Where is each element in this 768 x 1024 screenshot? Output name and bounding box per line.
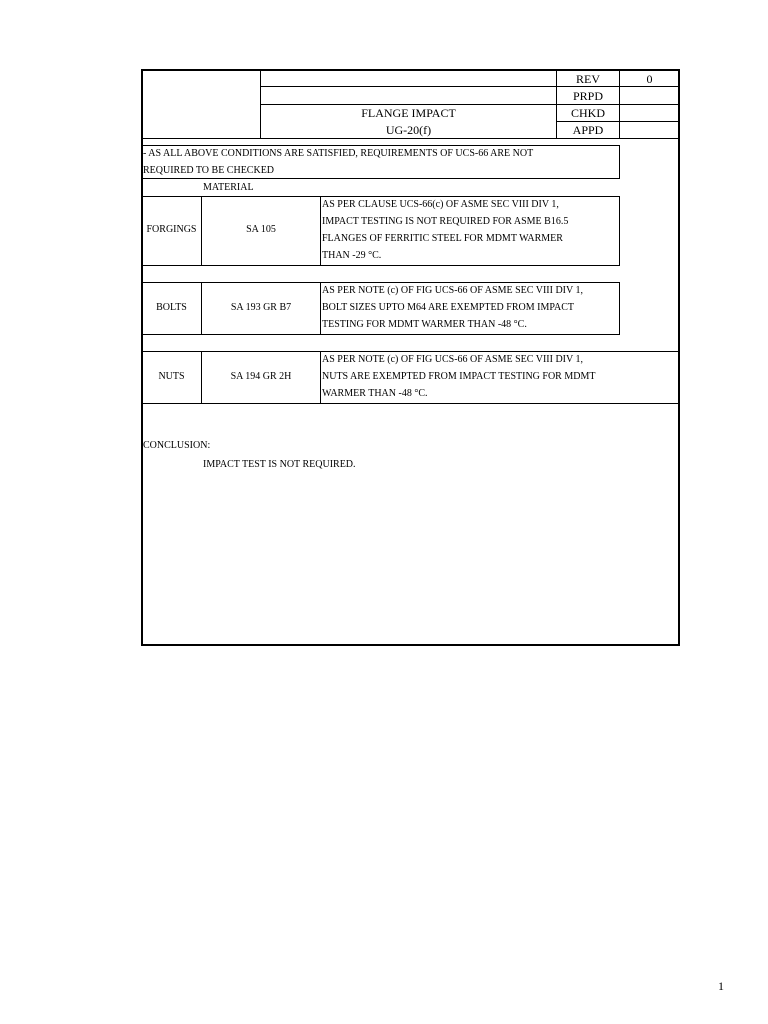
bolts-part: BOLTS <box>156 302 187 313</box>
bolts-note-3: TESTING FOR MDMT WARMER THAN -48 °C. <box>322 319 527 330</box>
rev-label: REV <box>576 72 600 86</box>
nuts-note-1: AS PER NOTE (c) OF FIG UCS-66 OF ASME SEC VIII DIV 1, <box>322 354 584 365</box>
row-forgings-div2 <box>320 196 321 266</box>
page-number: 1 <box>718 979 724 993</box>
row-forgings-right <box>619 196 620 266</box>
conclusion-label: CONCLUSION: <box>143 440 211 451</box>
nuts-note-3: WARMER THAN -48 °C. <box>322 388 428 399</box>
nuts-part: NUTS <box>158 371 185 382</box>
header-hline-1 <box>260 86 679 87</box>
header-bottom-line <box>142 138 679 139</box>
row-forgings-bottom <box>142 265 620 266</box>
bolts-note-1: AS PER NOTE (c) OF FIG UCS-66 OF ASME SEC VIII DIV 1, <box>322 285 584 296</box>
appd-label: APPD <box>572 123 604 137</box>
forgings-note-1: AS PER CLAUSE UCS-66(c) OF ASME SEC VIII DIV 1, <box>322 199 559 210</box>
row-forgings-top <box>142 196 620 197</box>
header-hline-2 <box>260 104 679 105</box>
doc-title: FLANGE IMPACT <box>361 106 456 120</box>
bolts-spec: SA 193 GR B7 <box>230 302 292 313</box>
row-bolts-bottom <box>142 334 620 335</box>
nuts-note-2: NUTS ARE EXEMPTED FROM IMPACT TESTING FOR MDMT <box>322 371 596 382</box>
row-bolts-right <box>619 282 620 335</box>
conclusion-text: IMPACT TEST IS NOT REQUIRED. <box>203 459 356 470</box>
row-bolts-div2 <box>320 282 321 335</box>
prpd-label: PRPD <box>572 89 604 103</box>
doc-subtitle: UG-20(f) <box>385 123 432 137</box>
forgings-note-3: FLANGES OF FERRITIC STEEL FOR MDMT WARMER <box>322 233 563 244</box>
forgings-spec: SA 105 <box>246 224 276 235</box>
bolts-note-2: BOLT SIZES UPTO M64 ARE EXEMPTED FROM IMPACT <box>322 302 574 313</box>
nuts-spec: SA 194 GR 2H <box>230 371 292 382</box>
material-label: MATERIAL <box>203 182 254 193</box>
forgings-part: FORGINGS <box>146 224 197 235</box>
statement-line-2: REQUIRED TO BE CHECKED <box>143 165 275 176</box>
statement-line-1: - AS ALL ABOVE CONDITIONS ARE SATISFIED, REQUIREMENTS OF UCS-66 ARE NOT <box>143 148 534 159</box>
row-nuts-div2 <box>320 351 321 404</box>
forgings-note-4: THAN -29 °C. <box>322 250 382 261</box>
chkd-label: CHKD <box>570 106 605 120</box>
row-nuts-top <box>142 351 679 352</box>
forgings-note-2: IMPACT TESTING IS NOT REQUIRED FOR ASME B16.5 <box>322 216 569 227</box>
row-bolts-sep-top <box>142 282 620 283</box>
header-hline-3 <box>556 121 679 122</box>
rev-value: 0 <box>646 72 653 86</box>
row-nuts-bottom <box>142 403 679 404</box>
